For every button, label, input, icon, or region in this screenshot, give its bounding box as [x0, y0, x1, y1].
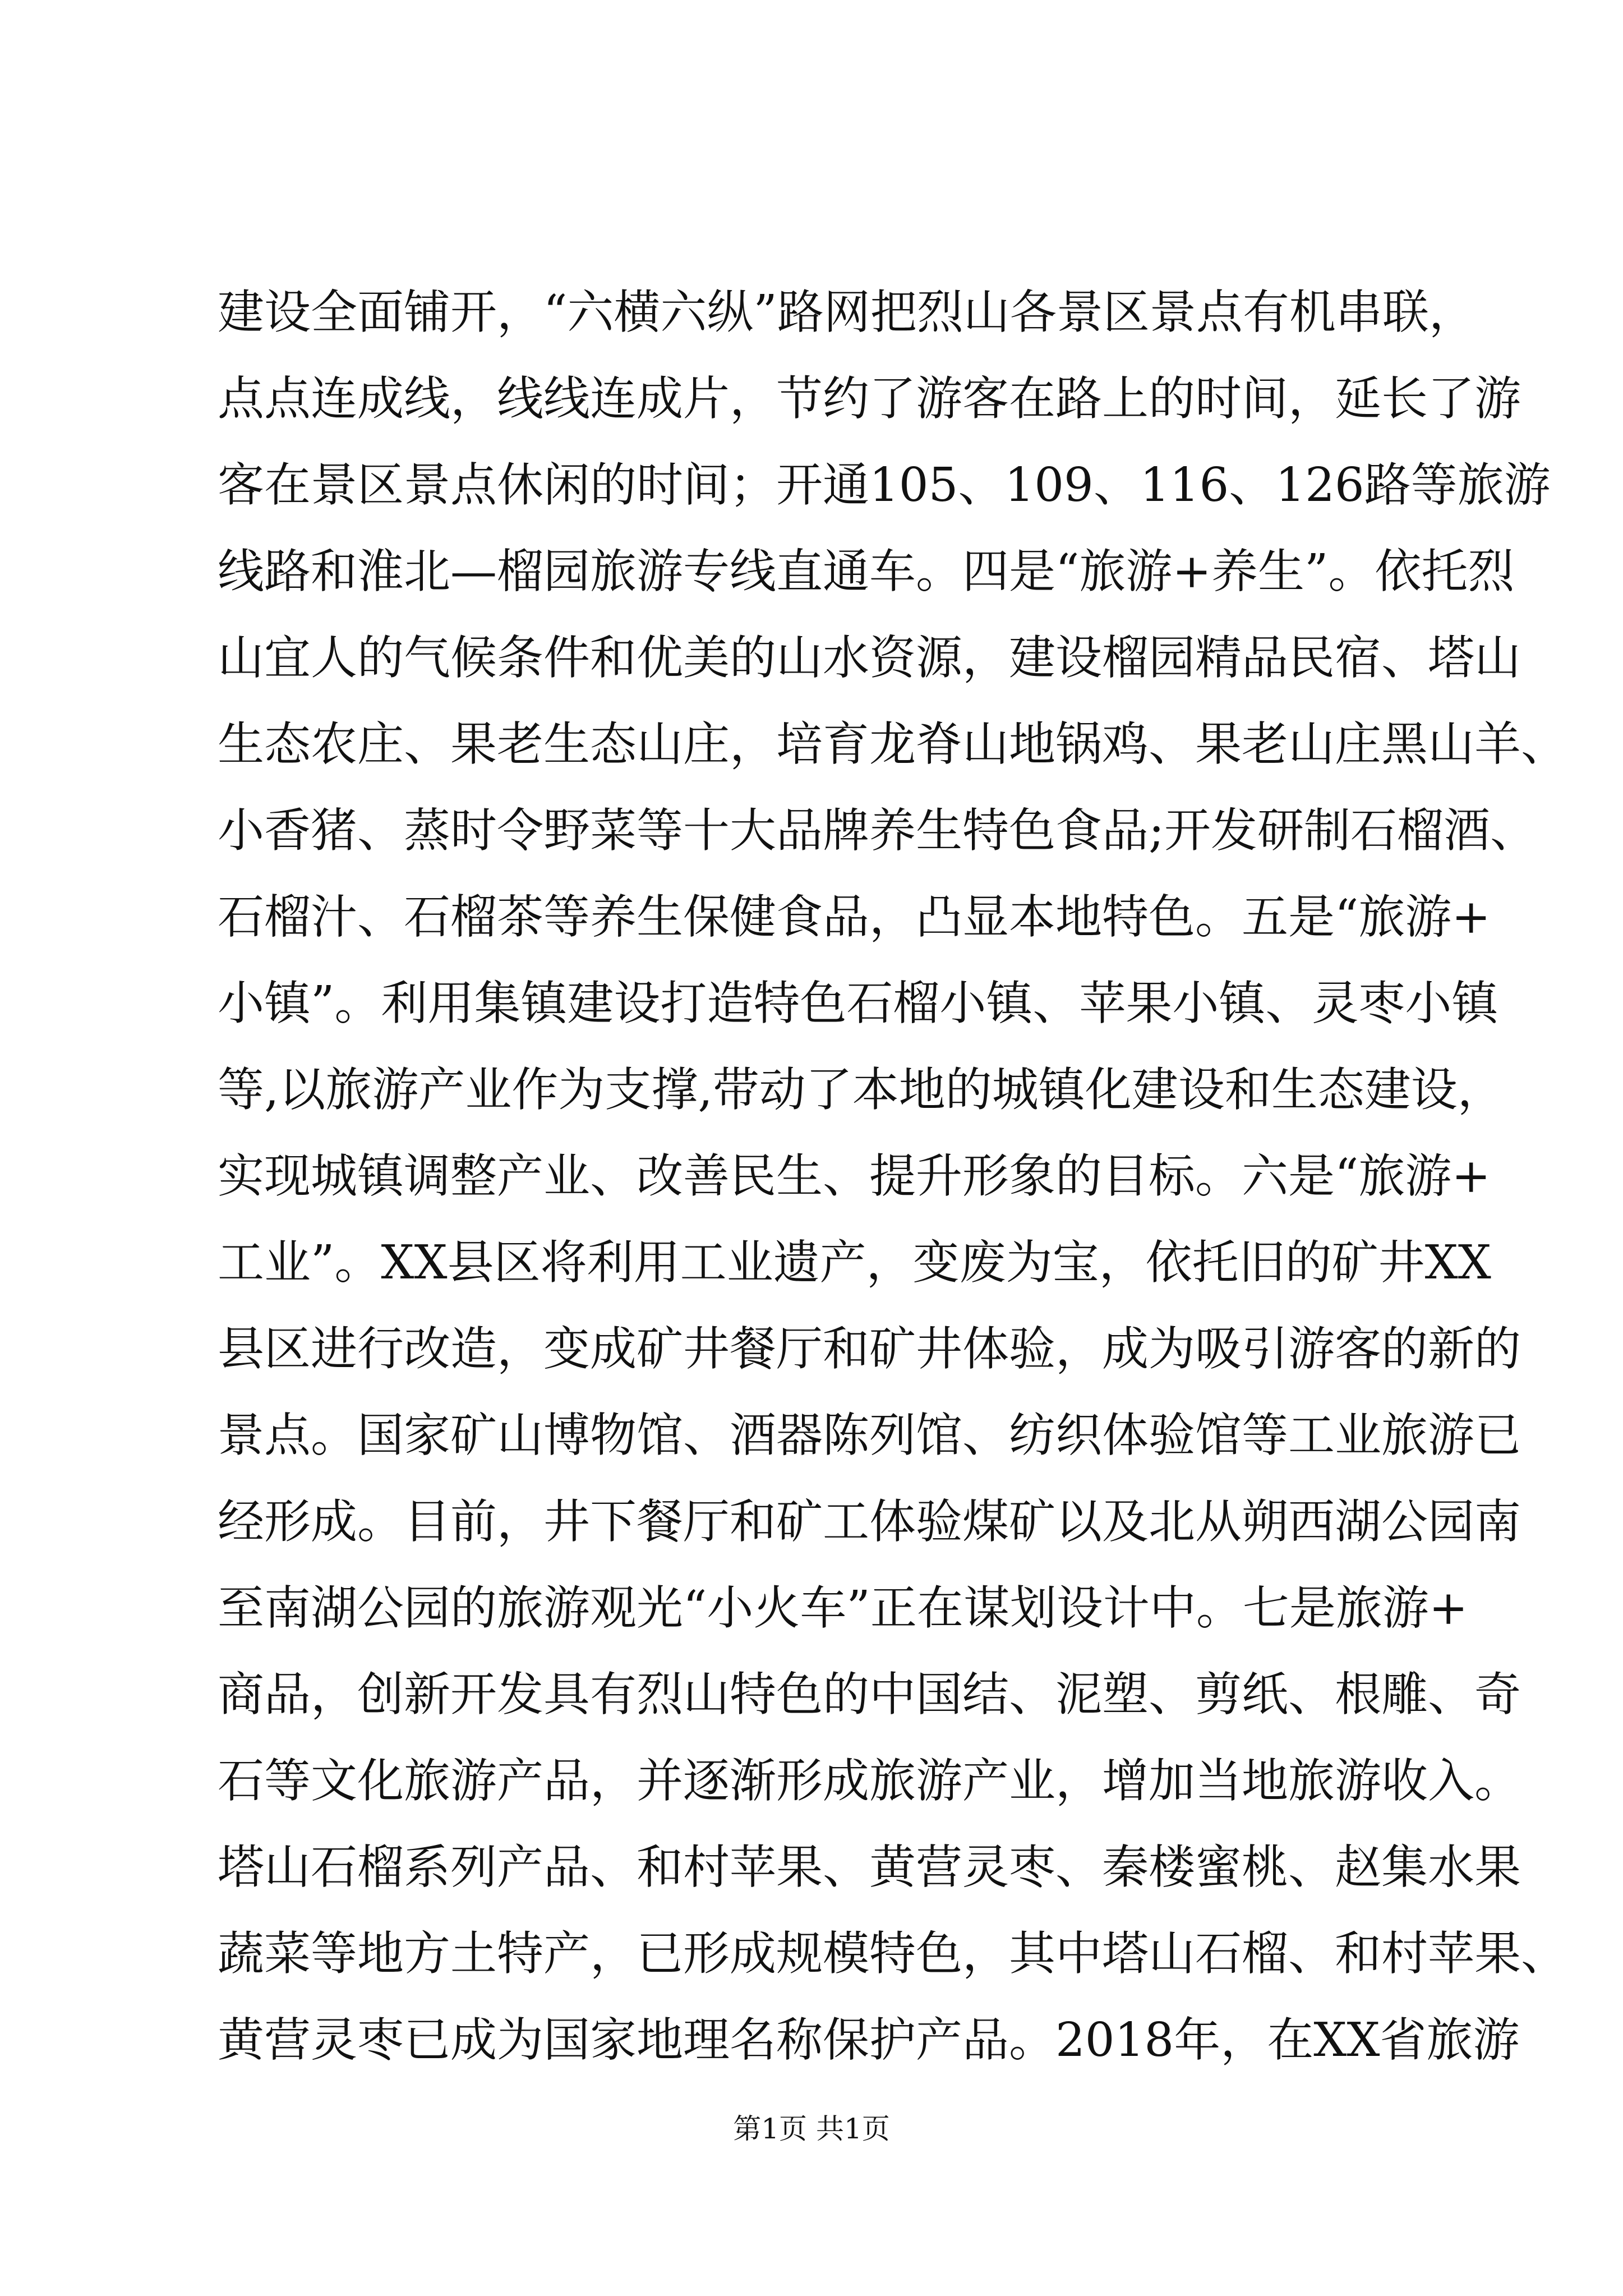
text-line: 石榴汁、石榴茶等养生保健食品，凸显本地特色。五是“旅游+ — [218, 890, 1491, 944]
page-number-label: 第1页 共1页 — [733, 2113, 890, 2145]
text-line: 小镇”。利用集镇建设打造特色石榴小镇、苹果小镇、灵枣小镇 — [218, 976, 1498, 1030]
text-line: 客在景区景点休闲的时间；开通105、109、116、126路等旅游 — [218, 458, 1551, 512]
text-line: 县区进行改造，变成矿井餐厅和矿井体验，成为吸引游客的新的 — [218, 1322, 1521, 1376]
text-line: 经形成。目前，井下餐厅和矿工体验煤矿以及北从朔西湖公园南 — [218, 1494, 1521, 1549]
text-line: 至南湖公园的旅游观光“小火车”正在谋划设计中。七是旅游+ — [218, 1581, 1468, 1635]
text-line: 蔬菜等地方土特产，已形成规模特色，其中塔山石榴、和村苹果、 — [218, 1926, 1567, 1981]
text-line: 等,以旅游产业作为支撑,带动了本地的城镇化建设和生态建设， — [218, 1062, 1504, 1117]
page-footer — [0, 2112, 1623, 2146]
text-line: 生态农庄、果老生态山庄，培育龙脊山地锅鸡、果老山庄黑山羊、 — [218, 717, 1567, 771]
text-line: 建设全面铺开，“六横六纵”路网把烈山各景区景点有机串联， — [218, 285, 1476, 339]
text-line: 黄营灵枣已成为国家地理名称保护产品。2018年，在XX省旅游 — [218, 2013, 1520, 2067]
text-line: 塔山石榴系列产品、和村苹果、黄营灵枣、秦楼蜜桃、赵集水果 — [218, 1840, 1521, 1894]
text-line: 线路和淮北—榴园旅游专线直通车。四是“旅游+养生”。依托烈 — [218, 544, 1515, 599]
text-line: 实现城镇调整产业、改善民生、提升形象的目标。六是“旅游+ — [218, 1149, 1491, 1203]
text-line: 山宜人的气候条件和优美的山水资源，建设榴园精品民宿、塔山 — [218, 631, 1521, 685]
body-paragraph — [218, 269, 1567, 2083]
text-line: 景点。国家矿山博物馆、酒器陈列馆、纺织体验馆等工业旅游已 — [218, 1408, 1521, 1462]
text-line: 石等文化旅游产品，并逐渐形成旅游产业，增加当地旅游收入。 — [218, 1754, 1521, 1808]
text-line: 点点连成线，线线连成片，节约了游客在路上的时间，延长了游 — [218, 371, 1521, 426]
text-line: 小香猪、蒸时令野菜等十大品牌养生特色食品;开发研制石榴酒、 — [218, 803, 1537, 858]
text-line: 商品，创新开发具有烈山特色的中国结、泥塑、剪纸、根雕、奇 — [218, 1667, 1521, 1722]
text-line: 工业”。XX县区将利用工业遗产，变废为宝，依托旧的矿井XX — [218, 1235, 1491, 1290]
